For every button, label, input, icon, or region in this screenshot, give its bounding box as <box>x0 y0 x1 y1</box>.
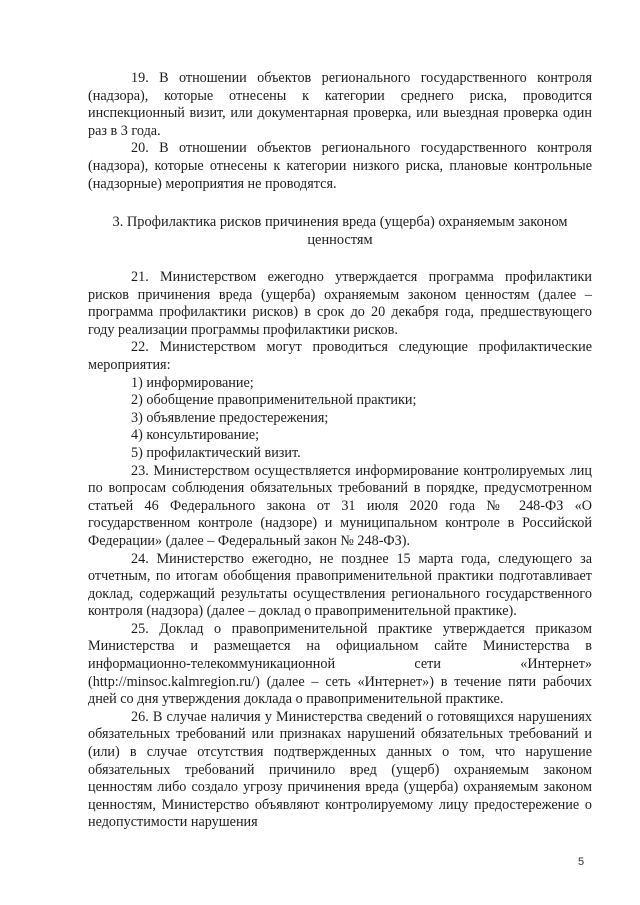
measure-item: 5) профилактический визит. <box>131 444 301 461</box>
paragraph-19: 19. В отношении объектов регионального государственного контроля (надзора), которые отнесены к категории среднего риска, проводится инспекционный визит, или документарная проверка, или выездная проверка один раз в 3 года. <box>88 70 592 139</box>
paragraph-23: 23. Министерством осуществляется информирование контролируемых лиц по вопросам соблюдения обязательных требований в порядке, предусмотренном статьей 46 Федерального закона от 31 июля 2020 года № 248-ФЗ «О государственном контроле (надзоре) и муниципальном контроле в Российской Федерации» (далее – Федеральный закон № 248-ФЗ). <box>88 462 592 549</box>
section-heading: 3. Профилактика рисков причинения вреда (ущерба) охраняемым законом ценностям <box>112 214 568 248</box>
paragraph-24: 24. Министерство ежегодно, не позднее 15 марта года, следующего за отчетным, по итогам обобщения правоприменительной практики подготавливает доклад, содержащий результаты осуществления регионального государственного контроля (надзора) (далее – доклад о правоприменительной практике). <box>88 550 592 620</box>
paragraph-21: 21. Министерством ежегодно утверждается программа профилактики рисков причинения вреда (ущерба) охраняемым законом ценностям (далее – программа профилактики рисков) в срок до 20 декабря года, предшествующего году реализации программы профилактики рисков. <box>88 269 592 338</box>
measure-item: 1) информирование; <box>131 374 254 391</box>
top-paragraphs <box>88 70 592 193</box>
paragraph-22: 22. Министерством могут проводиться следующие профилактические мероприятия: <box>88 339 592 373</box>
paragraph-26: 26. В случае наличия у Министерства сведений о готовящихся нарушениях обязательных требований или признаках нарушений обязательных требований и (или) в случае отсутствия подтвержденных данных о том, что нарушение обязательных требований причинило вред (ущерб) охраняемым законом ценностям либо создало угрозу причинения вреда (ущерба) охраняемым законом ценностям, Министерство объявляют контролируемому лицу предостережение о недопустимости нарушения <box>88 708 592 831</box>
paragraph-25: 25. Доклад о правоприменительной практике утверждается приказом Министерства и размещается на официальном сайте Министерства в информационно-телекоммуникационной сети «Интернет» (http://minsoc.kalmregion.ru/) (далее – сеть «Интернет») в течение пяти рабочих дней со дня утверждения доклада о правоприменительной практике. <box>88 620 592 708</box>
section-body <box>88 269 592 832</box>
page-number: 5 <box>578 856 585 868</box>
measure-item: 2) обобщение правоприменительной практики; <box>131 392 417 409</box>
measure-item: 4) консультирование; <box>131 427 260 444</box>
measure-item: 3) объявление предостережения; <box>131 409 329 426</box>
paragraph-20: 20. В отношении объектов регионального государственного контроля (надзора), которые отнесены к категории низкого риска, плановые контрольные (надзорные) мероприятия не проводятся. <box>88 140 592 192</box>
